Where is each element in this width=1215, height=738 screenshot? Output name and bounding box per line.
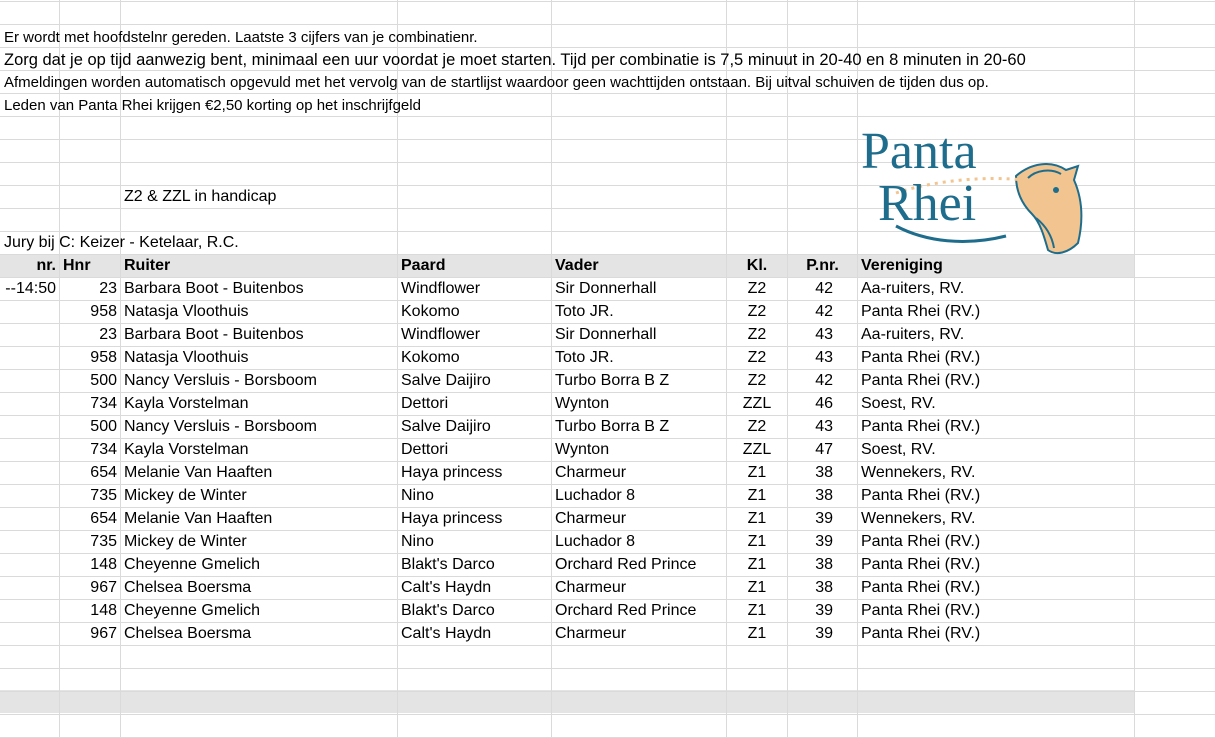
- cell-pnr: 47: [815, 441, 833, 458]
- cell-vader: Wynton: [555, 441, 610, 458]
- cell-paard: Salve Daijiro: [401, 418, 491, 435]
- col-header-ruiter: Ruiter: [124, 257, 171, 274]
- cell-kl: Z1: [747, 464, 767, 481]
- cell-hnr: 148: [90, 602, 117, 619]
- cell-pnr: 38: [815, 556, 833, 573]
- cell-pnr: 42: [815, 303, 833, 320]
- cell-vereniging: Panta Rhei (RV.): [861, 487, 981, 504]
- class-title: Z2 & ZZL in handicap: [124, 188, 277, 205]
- cell-kl: Z1: [747, 487, 767, 504]
- cell-pnr: 39: [815, 533, 833, 550]
- cell-vereniging: Soest, RV.: [861, 395, 936, 412]
- cell-hnr: 958: [90, 303, 117, 320]
- cell-vader: Orchard Red Prince: [555, 556, 697, 573]
- cell-vereniging: Aa-ruiters, RV.: [861, 280, 965, 297]
- cell-hnr: 958: [90, 349, 117, 366]
- note-2: Zorg dat je op tijd aanwezig bent, minimaal een uur voordat je moet starten. Tijd per combinatie is 7,5 minuut in 20-40 en 8 minuten in 20-60: [4, 51, 1026, 69]
- col-header-kl: Kl.: [746, 257, 768, 274]
- note-4: Leden van Panta Rhei krijgen €2,50 korting op het inschrijfgeld: [4, 97, 421, 114]
- cell-vader: Charmeur: [555, 464, 627, 481]
- cell-paard: Kokomo: [401, 349, 460, 366]
- cell-ruiter: Cheyenne Gmelich: [124, 602, 261, 619]
- cell-kl: Z2: [747, 303, 767, 320]
- cell-paard: Dettori: [401, 395, 449, 412]
- cell-ruiter: Barbara Boot - Buitenbos: [124, 280, 304, 297]
- cell-vereniging: Panta Rhei (RV.): [861, 372, 981, 389]
- cell-vader: Sir Donnerhall: [555, 326, 657, 343]
- cell-pnr: 42: [815, 372, 833, 389]
- cell-kl: Z1: [747, 579, 767, 596]
- cell-hnr: 23: [99, 280, 117, 297]
- cell-kl: ZZL: [742, 441, 772, 458]
- cell-kl: Z1: [747, 556, 767, 573]
- cell-paard: Calt's Haydn: [401, 579, 492, 596]
- cell-pnr: 38: [815, 464, 833, 481]
- cell-kl: Z2: [747, 418, 767, 435]
- cell-paard: Haya princess: [401, 510, 503, 527]
- note-1: Er wordt met hoofdstelnr gereden. Laatste 3 cijfers van je combinatienr.: [4, 29, 478, 46]
- cell-vader: Toto JR.: [555, 303, 614, 320]
- cell-pnr: 43: [815, 418, 833, 435]
- cell-hnr: 735: [90, 533, 117, 550]
- cell-kl: Z1: [747, 602, 767, 619]
- cell-vereniging: Panta Rhei (RV.): [861, 602, 981, 619]
- cell-ruiter: Natasja Vloothuis: [124, 349, 249, 366]
- jury-line: Jury bij C: Keizer - Ketelaar, R.C.: [4, 234, 239, 251]
- cell-paard: Haya princess: [401, 464, 503, 481]
- cell-vereniging: Soest, RV.: [861, 441, 936, 458]
- cell-vader: Orchard Red Prince: [555, 602, 697, 619]
- cell-ruiter: Kayla Vorstelman: [124, 441, 249, 458]
- cell-ruiter: Nancy Versluis - Borsboom: [124, 418, 317, 435]
- cell-pnr: 43: [815, 349, 833, 366]
- col-header-vader: Vader: [555, 257, 599, 274]
- cell-vader: Luchador 8: [555, 487, 636, 504]
- cell-hnr: 148: [90, 556, 117, 573]
- col-header-paard: Paard: [401, 257, 446, 274]
- cell-paard: Kokomo: [401, 303, 460, 320]
- cell-ruiter: Melanie Van Haaften: [124, 464, 273, 481]
- cell-ruiter: Melanie Van Haaften: [124, 510, 273, 527]
- cell-pnr: 46: [815, 395, 833, 412]
- cell-paard: Windflower: [401, 280, 481, 297]
- cell-vereniging: Panta Rhei (RV.): [861, 349, 981, 366]
- cell-paard: Dettori: [401, 441, 449, 458]
- cell-vereniging: Panta Rhei (RV.): [861, 303, 981, 320]
- cell-kl: Z2: [747, 349, 767, 366]
- col-header-vereniging: Vereniging: [861, 257, 943, 274]
- cell-kl: Z2: [747, 326, 767, 343]
- cell-kl: Z1: [747, 510, 767, 527]
- cell-pnr: 39: [815, 602, 833, 619]
- cell-paard: Salve Daijiro: [401, 372, 491, 389]
- cell-pnr: 42: [815, 280, 833, 297]
- cell-hnr: 500: [90, 372, 117, 389]
- cell-kl: ZZL: [742, 395, 772, 412]
- cell-pnr: 38: [815, 579, 833, 596]
- cell-vereniging: Panta Rhei (RV.): [861, 579, 981, 596]
- cell-paard: Blakt's Darco: [401, 556, 495, 573]
- cell-ruiter: Chelsea Boersma: [124, 579, 252, 596]
- panta-rhei-logo: [856, 118, 1091, 260]
- cell-ruiter: Nancy Versluis - Borsboom: [124, 372, 317, 389]
- cell-vader: Sir Donnerhall: [555, 280, 657, 297]
- cell-kl: Z1: [747, 625, 767, 642]
- cell-vader: Charmeur: [555, 579, 627, 596]
- cell-pnr: 39: [815, 625, 833, 642]
- cell-hnr: 500: [90, 418, 117, 435]
- cell-vereniging: Panta Rhei (RV.): [861, 556, 981, 573]
- cell-vader: Turbo Borra B Z: [555, 372, 670, 389]
- cell-paard: Nino: [401, 533, 434, 550]
- cell-vader: Wynton: [555, 395, 610, 412]
- cell-ruiter: Barbara Boot - Buitenbos: [124, 326, 304, 343]
- cell-hnr: 735: [90, 487, 117, 504]
- col-header-pnr: P.nr.: [806, 257, 839, 274]
- cell-hnr: 734: [90, 441, 117, 458]
- cell-vereniging: Wennekers, RV.: [861, 464, 976, 481]
- note-3: Afmeldingen worden automatisch opgevuld met het vervolg van de startlijst waardoor geen wachttijden ontstaan. Bij uitval schuiven de tijden dus op.: [4, 74, 989, 91]
- cell-hnr: 654: [90, 464, 117, 481]
- cell-vader: Turbo Borra B Z: [555, 418, 670, 435]
- cell-hnr: 967: [90, 625, 117, 642]
- cell-vereniging: Panta Rhei (RV.): [861, 533, 981, 550]
- cell-vereniging: Wennekers, RV.: [861, 510, 976, 527]
- cell-kl: Z1: [747, 533, 767, 550]
- cell-hnr: 23: [99, 326, 117, 343]
- cell-vereniging: Aa-ruiters, RV.: [861, 326, 965, 343]
- cell-pnr: 38: [815, 487, 833, 504]
- cell-kl: Z2: [747, 280, 767, 297]
- cell-pnr: 39: [815, 510, 833, 527]
- cell-ruiter: Cheyenne Gmelich: [124, 556, 261, 573]
- cell-ruiter: Chelsea Boersma: [124, 625, 252, 642]
- cell-hnr: 734: [90, 395, 117, 412]
- cell-vader: Toto JR.: [555, 349, 614, 366]
- cell-pnr: 43: [815, 326, 833, 343]
- cell-hnr: 967: [90, 579, 117, 596]
- selected-row-band: [0, 690, 1134, 713]
- cell-ruiter: Mickey de Winter: [124, 533, 247, 550]
- cell-hnr: 654: [90, 510, 117, 527]
- cell-paard: Nino: [401, 487, 434, 504]
- cell-vereniging: Panta Rhei (RV.): [861, 625, 981, 642]
- col-header-hnr: Hnr: [63, 257, 91, 274]
- cell-kl: Z2: [747, 372, 767, 389]
- cell-time: --14:50: [5, 280, 56, 297]
- cell-paard: Blakt's Darco: [401, 602, 495, 619]
- cell-paard: Windflower: [401, 326, 481, 343]
- cell-paard: Calt's Haydn: [401, 625, 492, 642]
- cell-ruiter: Natasja Vloothuis: [124, 303, 249, 320]
- svg-text:Rhei: Rhei: [878, 175, 977, 232]
- cell-ruiter: Kayla Vorstelman: [124, 395, 249, 412]
- cell-vereniging: Panta Rhei (RV.): [861, 418, 981, 435]
- svg-text:Panta: Panta: [861, 123, 977, 180]
- cell-vader: Charmeur: [555, 510, 627, 527]
- cell-vader: Charmeur: [555, 625, 627, 642]
- col-header-nr: nr.: [36, 257, 56, 274]
- cell-ruiter: Mickey de Winter: [124, 487, 247, 504]
- cell-vader: Luchador 8: [555, 533, 636, 550]
